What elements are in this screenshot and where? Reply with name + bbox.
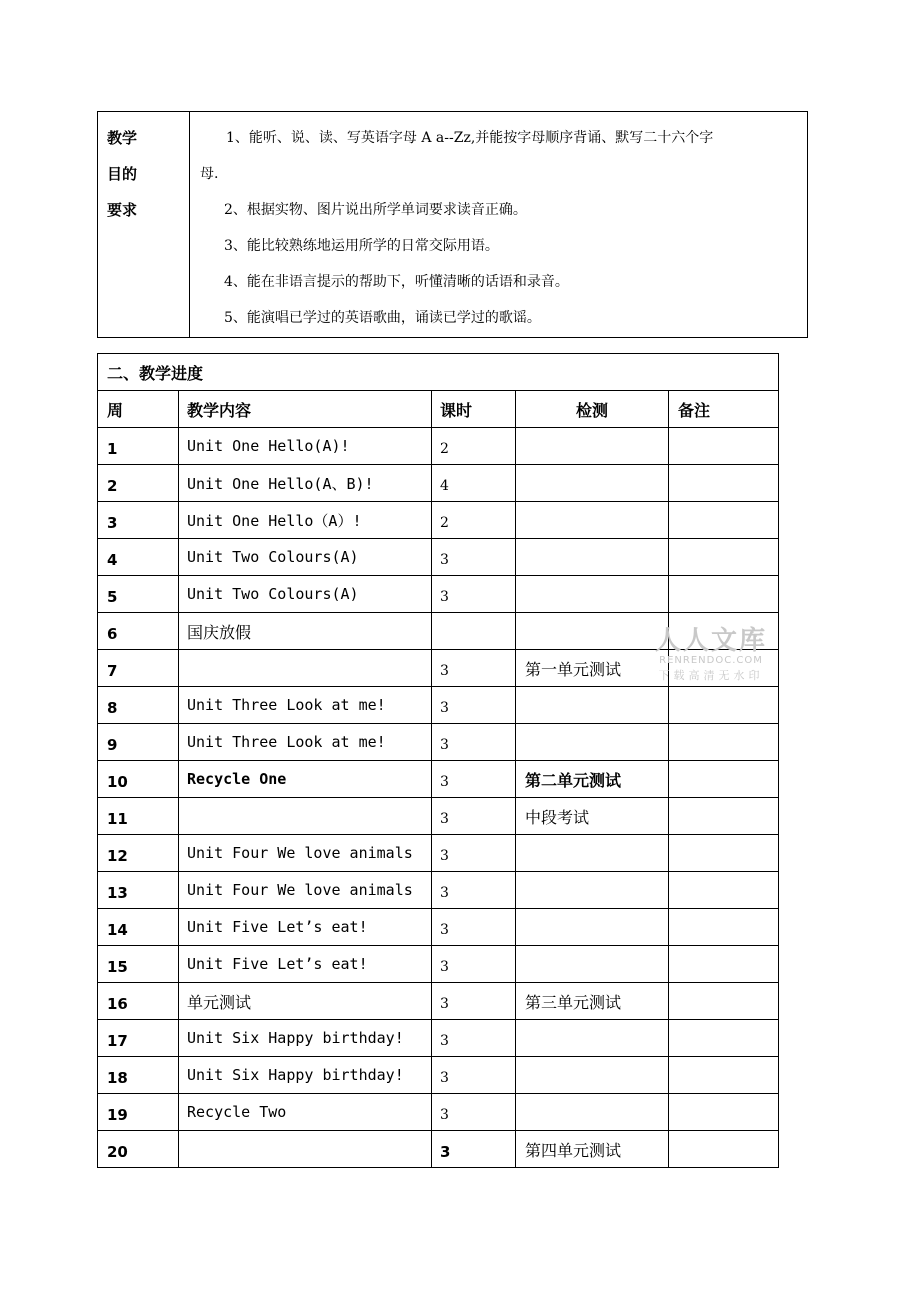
section-title-row [98,354,779,391]
content-cell [179,835,432,872]
hours-cell-text: 3 [440,552,449,568]
content-cell-text: Unit One Hello(A)! [187,437,350,455]
content-cell [179,872,432,909]
hours-cell [432,835,516,872]
schedule-row [98,428,779,465]
content-cell [179,983,432,1020]
test-cell [516,1131,669,1168]
objective-item: 1、能听、说、读、写英语字母 A a--Zz,并能按字母顺序背诵、默写二十六个字 [226,130,714,146]
schedule-row [98,1094,779,1131]
schedule-row [98,761,779,798]
week-cell [98,1094,179,1131]
week-cell [98,761,179,798]
note-cell [669,835,779,872]
week-cell-text: 9 [107,736,118,754]
week-cell-text: 6 [107,625,118,643]
content-cell [179,909,432,946]
test-cell-text: 第二单元测试 [525,770,622,790]
note-cell [669,576,779,613]
schedule-row [98,909,779,946]
hours-cell [432,1057,516,1094]
content-cell-text: Unit Six Happy birthday! [187,1029,404,1047]
schedule-row [98,576,779,613]
hours-cell [432,983,516,1020]
objectives-table [97,111,808,338]
note-cell [669,687,779,724]
week-cell-text: 17 [107,1032,128,1050]
week-cell-text: 10 [107,773,128,791]
schedule-row [98,465,779,502]
schedule-row [98,1057,779,1094]
test-cell [516,835,669,872]
test-cell [516,1020,669,1057]
week-cell-text: 2 [107,477,118,495]
hours-cell [432,650,516,687]
objectives-row [98,112,808,338]
test-cell [516,761,669,798]
note-cell [669,502,779,539]
test-cell [516,983,669,1020]
schedule-body [98,428,779,1168]
content-cell [179,1094,432,1131]
test-cell [516,1057,669,1094]
content-cell [179,761,432,798]
week-cell-text: 12 [107,847,128,865]
objective-item-continuation: 母. [200,166,219,182]
week-cell [98,909,179,946]
hours-cell [432,613,516,650]
header-content: 教学内容 [179,391,432,428]
hours-cell-text: 3 [440,589,449,605]
hours-cell-text: 3 [440,1070,449,1086]
content-cell-text: Unit Four We love animals [187,881,413,899]
note-cell [669,909,779,946]
schedule-row [98,946,779,983]
week-cell [98,1131,179,1168]
header-row [98,391,779,428]
week-cell-text: 20 [107,1143,128,1161]
content-cell [179,1131,432,1168]
watermark [646,620,776,683]
hours-cell [432,428,516,465]
test-cell-text: 中段考试 [525,807,590,827]
objectives-items-cell [190,112,808,338]
header-test: 检测 [516,391,669,428]
hours-cell-text: 3 [440,959,449,975]
hours-cell [432,576,516,613]
content-cell-text: 单元测试 [187,992,252,1012]
test-cell [516,539,669,576]
hours-cell-text: 3 [440,1033,449,1049]
week-cell [98,798,179,835]
test-cell [516,1094,669,1131]
hours-cell-text: 3 [440,1107,449,1123]
hours-cell-text: 3 [440,885,449,901]
note-cell [669,983,779,1020]
week-cell-text: 14 [107,921,128,939]
week-cell-text: 18 [107,1069,128,1087]
week-cell [98,1020,179,1057]
content-cell-text: Unit Four We love animals [187,844,413,862]
objective-item: 2、根据实物、图片说出所学单词要求读音正确。 [224,202,527,218]
week-cell [98,983,179,1020]
objectives-label-line: 要求 [107,201,138,219]
test-cell [516,872,669,909]
week-cell-text: 11 [107,810,128,828]
watermark-sub: 下载高清无水印 [658,669,764,682]
test-cell [516,946,669,983]
note-cell [669,1020,779,1057]
week-cell [98,687,179,724]
schedule-table [97,353,779,1168]
watermark-main: 人人文库 [654,626,767,656]
week-cell [98,539,179,576]
content-cell [179,613,432,650]
note-cell [669,724,779,761]
header-week: 周 [98,391,179,428]
content-cell [179,650,432,687]
hours-cell-text: 3 [440,737,449,753]
hours-cell-text: 4 [440,478,449,494]
objective-item: 3、能比较熟练地运用所学的日常交际用语。 [224,238,499,254]
schedule-row [98,724,779,761]
content-cell-text: Unit Two Colours(A) [187,548,359,566]
test-cell-text: 第一单元测试 [525,659,622,679]
schedule-row [98,798,779,835]
content-cell-text: 国庆放假 [187,622,252,642]
hours-cell-text: 2 [440,515,449,531]
hours-cell [432,539,516,576]
hours-cell [432,1131,516,1168]
objective-item: 4、能在非语言提示的帮助下，听懂清晰的话语和录音。 [224,274,569,290]
note-cell [669,872,779,909]
header-note: 备注 [669,391,779,428]
header-hours: 课时 [432,391,516,428]
week-cell [98,650,179,687]
content-cell [179,502,432,539]
hours-cell-text: 3 [440,1143,451,1161]
hours-cell [432,909,516,946]
schedule-row [98,835,779,872]
note-cell [669,1057,779,1094]
hours-cell [432,761,516,798]
week-cell [98,872,179,909]
hours-cell-text: 2 [440,441,449,457]
week-cell-text: 8 [107,699,118,717]
schedule-row [98,1131,779,1168]
content-cell [179,1020,432,1057]
week-cell [98,428,179,465]
note-cell [669,428,779,465]
test-cell [516,502,669,539]
test-cell [516,576,669,613]
hours-cell-text: 3 [440,848,449,864]
content-cell-text: Unit Five Let’s eat! [187,955,368,973]
content-cell-text: Unit Three Look at me! [187,733,386,751]
content-cell-text: Unit Five Let’s eat! [187,918,368,936]
content-cell [179,539,432,576]
week-cell [98,465,179,502]
hours-cell [432,502,516,539]
test-cell [516,724,669,761]
hours-cell [432,946,516,983]
test-cell [516,909,669,946]
content-cell [179,576,432,613]
hours-cell-text: 3 [440,774,449,790]
test-cell-text: 第四单元测试 [525,1140,622,1160]
test-cell [516,465,669,502]
watermark-url: RENRENDOC.COM [659,655,763,666]
week-cell [98,724,179,761]
note-cell [669,798,779,835]
week-cell-text: 3 [107,514,118,532]
content-cell-text: Unit Two Colours(A) [187,585,359,603]
note-cell [669,465,779,502]
hours-cell [432,798,516,835]
content-cell-text: Unit One Hello（A）! [187,511,362,530]
hours-cell-text: 3 [440,996,449,1012]
hours-cell-text: 3 [440,700,449,716]
hours-cell-text: 3 [440,663,449,679]
hours-cell-text: 3 [440,811,449,827]
content-cell [179,1057,432,1094]
schedule-row [98,872,779,909]
hours-cell-text: 3 [440,922,449,938]
test-cell [516,798,669,835]
content-cell-text: Unit Three Look at me! [187,696,386,714]
content-cell-text: Unit Six Happy birthday! [187,1066,404,1084]
content-cell-text: Recycle One [187,770,287,788]
test-cell-text: 第三单元测试 [525,992,622,1012]
hours-cell [432,687,516,724]
content-cell [179,465,432,502]
test-cell [516,428,669,465]
note-cell [669,539,779,576]
week-cell-text: 7 [107,662,118,680]
schedule-row [98,502,779,539]
content-cell [179,428,432,465]
objectives-label-cell [98,112,190,338]
section-title: 二、教学进度 [98,354,779,391]
hours-cell [432,465,516,502]
week-cell-text: 13 [107,884,128,902]
week-cell-text: 19 [107,1106,128,1124]
content-cell [179,798,432,835]
week-cell-text: 15 [107,958,128,976]
content-cell [179,724,432,761]
week-cell [98,502,179,539]
week-cell-text: 16 [107,995,128,1013]
week-cell [98,576,179,613]
hours-cell [432,872,516,909]
hours-cell [432,1094,516,1131]
week-cell [98,946,179,983]
week-cell-text: 5 [107,588,118,606]
objectives-label-line: 目的 [107,165,138,183]
content-cell-text: Unit One Hello(A、B)! [187,474,374,493]
week-cell [98,835,179,872]
schedule-row [98,539,779,576]
week-cell-text: 4 [107,551,118,569]
note-cell [669,1131,779,1168]
content-cell [179,946,432,983]
schedule-row [98,687,779,724]
content-cell-text: Recycle Two [187,1103,287,1121]
hours-cell [432,1020,516,1057]
week-cell-text: 1 [107,440,118,458]
week-cell [98,613,179,650]
objective-item: 5、能演唱已学过的英语歌曲，诵读已学过的歌谣。 [224,310,541,326]
note-cell [669,1094,779,1131]
hours-cell [432,724,516,761]
objectives-label-line: 教学 [107,129,138,147]
schedule-row [98,1020,779,1057]
schedule-row [98,983,779,1020]
note-cell [669,946,779,983]
test-cell [516,687,669,724]
week-cell [98,1057,179,1094]
note-cell [669,761,779,798]
content-cell [179,687,432,724]
